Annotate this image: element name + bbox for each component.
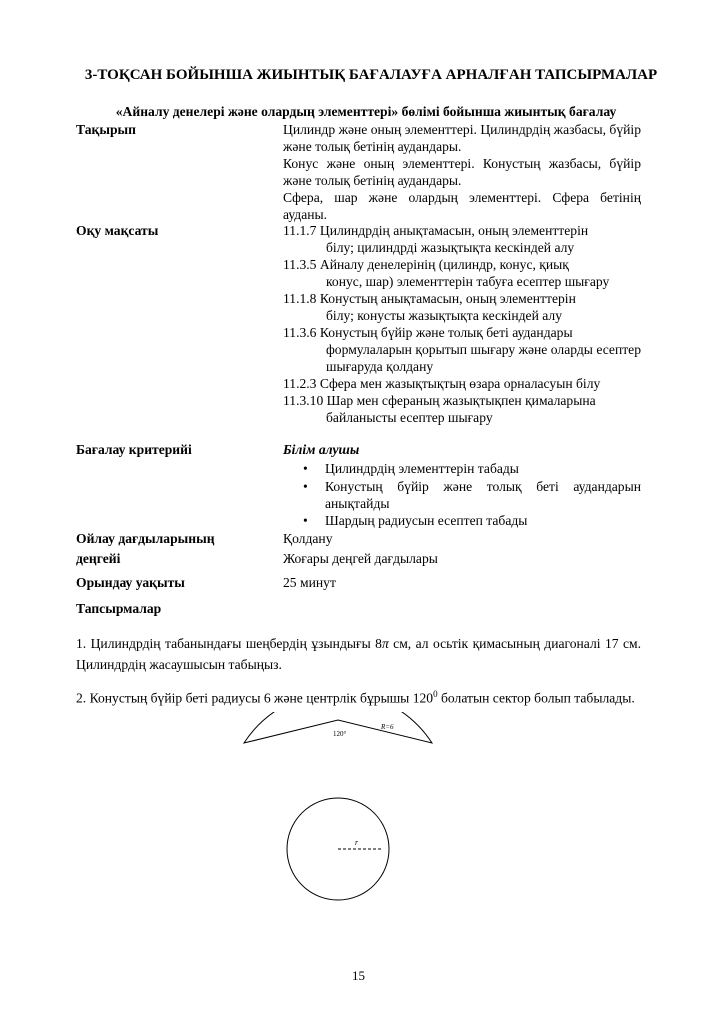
objective-item (283, 324, 641, 375)
time-value: 25 минут (283, 575, 336, 590)
bullet-icon: • (303, 513, 308, 528)
radius-label: R=6 (381, 723, 394, 731)
thinking-label-line1: Ойлау дағдыларының (76, 531, 215, 546)
objective-first-line: 11.3.6 Конустың бүйір және толық беті аудандары (283, 325, 573, 340)
angle-label: 120° (333, 730, 347, 738)
time-label: Орындау уақыты (76, 575, 185, 590)
section-subtitle: «Айналу денелері және олардың элементтері» бөлімі бойынша жиынтық бағалау (115, 104, 617, 119)
task-1-text-b: см, ал осьтік қимасының диагоналі 17 см. Цилиндрдің жасаушысын табыңыз. (76, 636, 641, 672)
objective-item (283, 256, 641, 290)
topic-text (283, 121, 641, 223)
tasks-label: Тапсырмалар (76, 601, 162, 616)
thinking-label-line2: деңгейі (76, 551, 121, 566)
task-1-text-a: 1. Цилиндрдің табанындағы шеңбердің ұзындығы 8 (76, 636, 382, 651)
thinking-value-line2: Жоғары деңгей дағдылары (283, 551, 438, 566)
page-number: 15 (352, 968, 365, 983)
criteria-bullet-item (303, 460, 641, 477)
criteria-bullet-item (303, 512, 641, 529)
objective-rest: білу; конусты жазықтықта кескіндей алу (326, 308, 562, 323)
criteria-bullet-item (303, 478, 641, 512)
bullet-icon: • (303, 461, 308, 476)
objective-first-line: 11.1.8 Конустың анықтамасын, оның элементтерін (283, 291, 576, 306)
task-2-text-b: болатын сектор болып табылады. (437, 690, 635, 706)
criteria-text: Шардың радиусын есептеп табады (325, 513, 528, 528)
topic-line-sphere: Сфера, шар және олардың элементтері. Сфера бетінің ауданы. (283, 190, 641, 222)
pi-symbol: π (381, 636, 389, 651)
criteria-text: Цилиндрдің элементтерін табады (325, 461, 519, 476)
thinking-value-line1: Қолдану (283, 531, 333, 546)
sector-shape (244, 712, 432, 743)
objective-item (283, 375, 641, 392)
objective-rest: конус, шар) элементтерін табуға есептер шығару (326, 274, 610, 289)
objective-rest: байланысты есептер шығару (326, 410, 493, 425)
objective-first-line: 11.2.3 Сфера мен жазықтықтың өзара орналасуын білу (283, 376, 601, 391)
objective-first-line: 11.3.10 Шар мен сфераның жазықтықпен қималарына (283, 393, 596, 408)
degree-superscript: 0 (433, 689, 438, 699)
criteria-text: Конустың бүйір және толық беті аудандарын анықтайды (325, 479, 641, 511)
objectives-label: Оқу мақсаты (76, 223, 159, 238)
objectives-list (283, 222, 641, 426)
criteria-label: Бағалау критерийі (76, 442, 192, 457)
objective-rest: формулаларын қорытып шығару және оларды есептер шығаруда қолдану (326, 342, 641, 374)
task-2 (76, 684, 641, 709)
objective-first-line: 11.3.5 Айналу денелерінің (цилиндр, конус, қиық (283, 257, 569, 272)
cone-net-figure (235, 712, 445, 902)
objective-first-line: 11.1.7 Цилиндрдің анықтамасын, оның элементтерін (283, 223, 589, 238)
page-title: 3-ТОҚСАН БОЙЫНША ЖИЫНТЫҚ БАҒАЛАУҒА АРНАЛҒАН ТАПСЫРМАЛАР (84, 67, 658, 83)
objective-item (283, 222, 641, 256)
r-label: r (355, 838, 359, 847)
topic-label: Тақырып (76, 122, 136, 137)
task-2-text-a: 2. Конустың бүйір беті радиусы 6 және центрлік бұрышы 120 (76, 690, 434, 706)
criteria-learner: Білім алушы (283, 442, 360, 457)
topic-line-cylinder: Цилиндр және оның элементтері. Цилиндрдің жазбасы, бүйір және толық бетінің аудандары. (283, 122, 641, 154)
topic-line-cone: Конус және оның элементтері. Конустың жазбасы, бүйір және толық бетінің аудандары. (283, 156, 641, 188)
bullet-icon: • (303, 479, 308, 494)
objective-item (283, 392, 641, 426)
task-1 (76, 633, 641, 675)
objective-item (283, 290, 641, 324)
objective-rest: білу; цилиндрді жазықтықта кескіндей алу (326, 240, 575, 255)
